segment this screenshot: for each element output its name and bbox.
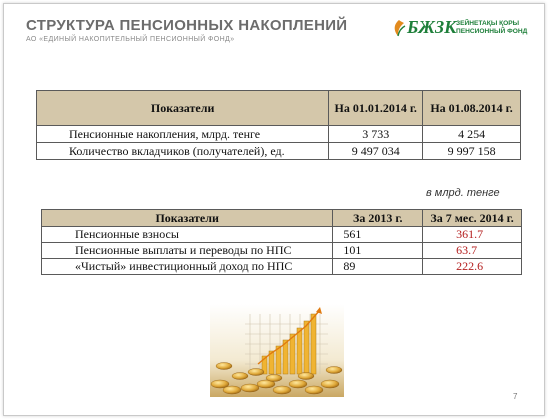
table-row [37, 143, 521, 160]
value-cell: 9 497 034 [329, 143, 423, 160]
page-subtitle: АО «ЕДИНЫЙ НАКОПИТЕЛЬНЫЙ ПЕНСИОННЫЙ ФОНД» [26, 36, 235, 43]
page-title: СТРУКТУРА ПЕНСИОННЫХ НАКОПЛЕНИЙ [26, 17, 348, 34]
leaf-icon [392, 19, 406, 37]
table-row [37, 126, 521, 143]
logo-line-2: ПЕНСИОННЫЙ ФОНД [456, 28, 528, 35]
table-header-row [37, 91, 521, 126]
row-label: «Чистый» инвестиционный доход по НПС [42, 259, 333, 275]
value-cell: 4 254 [423, 126, 521, 143]
value-cell: 361.7 [423, 227, 522, 243]
header-cell: На 01.08.2014 г. [423, 91, 521, 126]
value-cell: 222.6 [423, 259, 522, 275]
growth-chart-coins-image [210, 304, 344, 397]
value-cell: 89 [333, 259, 423, 275]
value-cell: 561 [333, 227, 423, 243]
row-label: Пенсионные накопления, млрд. тенге [37, 126, 329, 143]
value-cell: 3 733 [329, 126, 423, 143]
logo-caption [456, 20, 527, 36]
value-cell: 63.7 [423, 243, 522, 259]
table-row [42, 227, 522, 243]
company-logo [392, 17, 532, 43]
slide [3, 3, 545, 416]
value-cell: 101 [333, 243, 423, 259]
header-cell: Показатели [37, 91, 329, 126]
table-header-row [42, 210, 522, 227]
header-cell: За 7 мес. 2014 г. [423, 210, 522, 227]
pension-savings-table [36, 90, 521, 160]
page-number: 7 [513, 392, 518, 401]
row-label: Количество вкладчиков (получателей), ед. [37, 143, 329, 160]
row-label: Пенсионные выплаты и переводы по НПС [42, 243, 333, 259]
row-label: Пенсионные взносы [42, 227, 333, 243]
header-cell: За 2013 г. [333, 210, 423, 227]
table-row [42, 259, 522, 275]
pension-flows-table [41, 209, 522, 275]
table-row [42, 243, 522, 259]
header-cell: На 01.01.2014 г. [329, 91, 423, 126]
header-cell: Показатели [42, 210, 333, 227]
logo-line-1: ЗЕЙНЕТАҚЫ ҚОРЫ [456, 20, 520, 27]
unit-note: в млрд. тенге [426, 187, 500, 199]
value-cell: 9 997 158 [423, 143, 521, 160]
logo-brand: БЖЗК [407, 17, 457, 37]
